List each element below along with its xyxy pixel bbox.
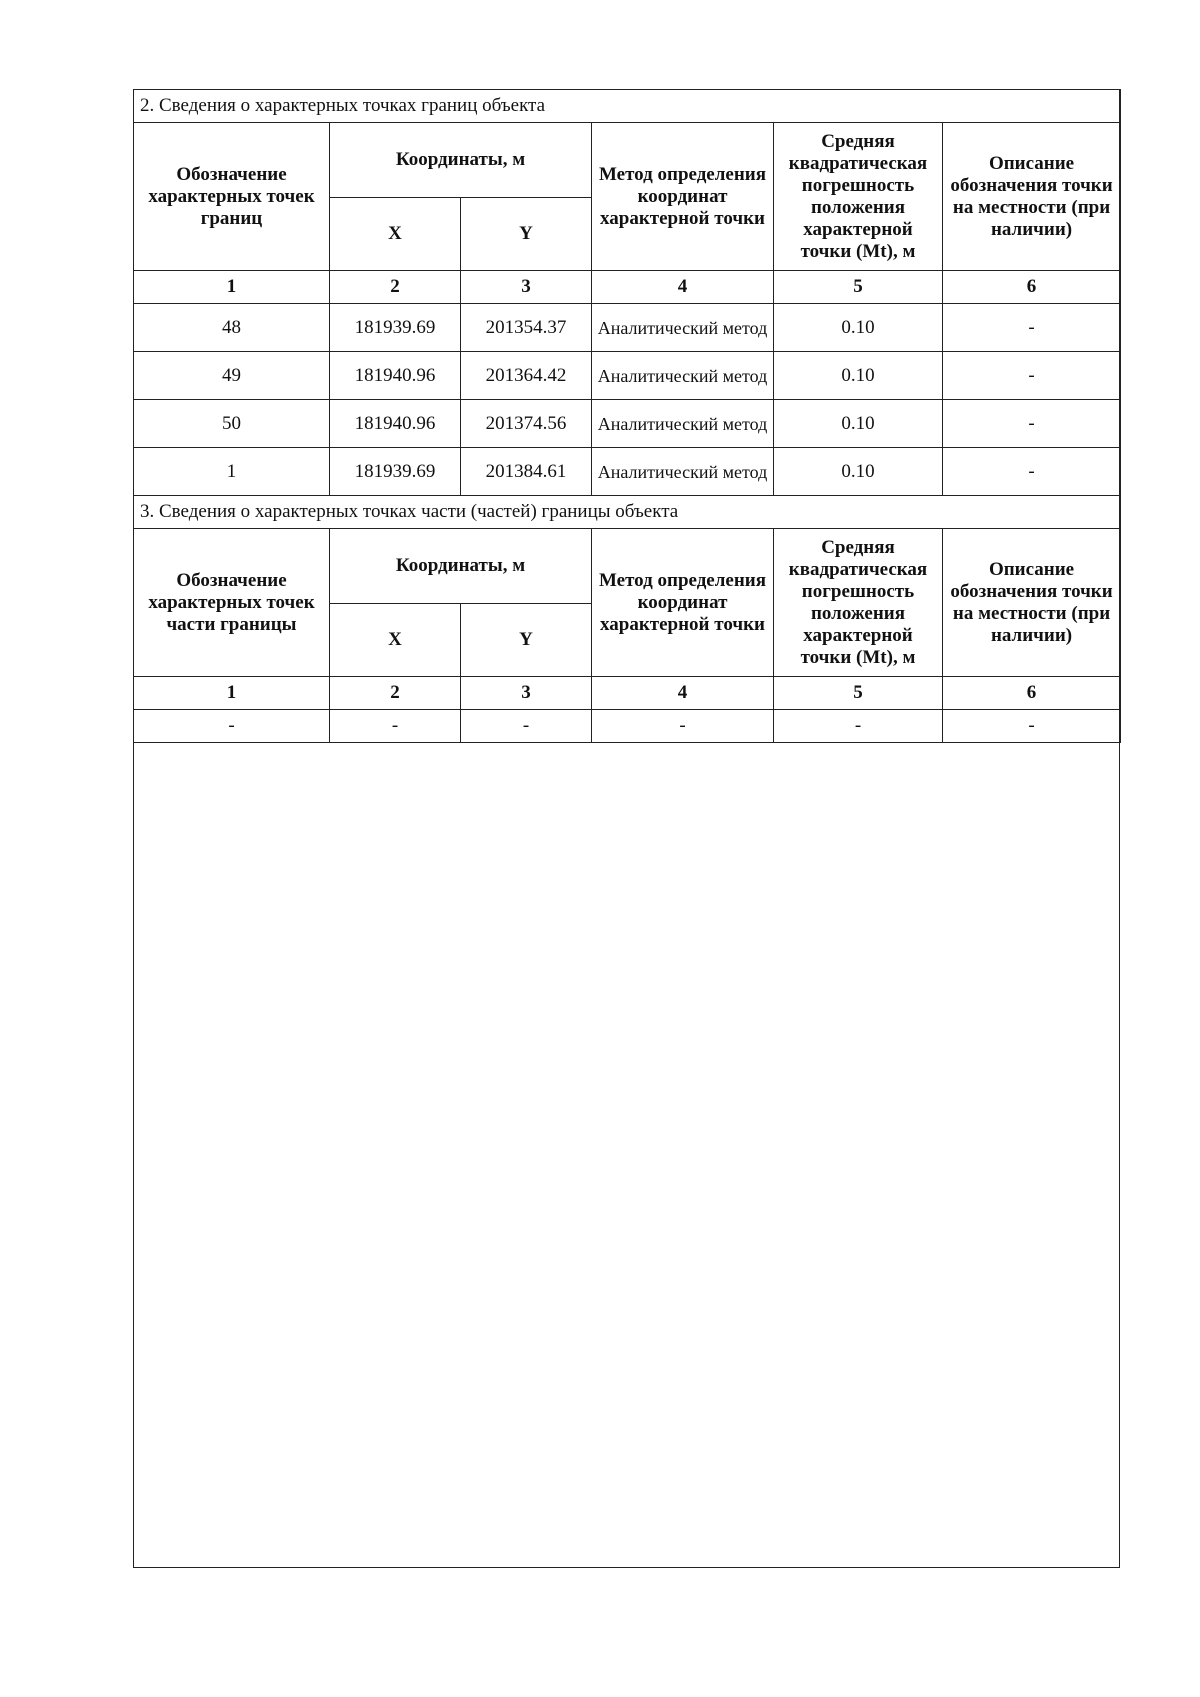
column-number: 2 xyxy=(330,677,461,710)
coord-y: 201364.42 xyxy=(461,352,592,400)
section2-coords-header: Координаты, м xyxy=(330,123,592,198)
point-id: 48 xyxy=(134,304,330,352)
error-mt: 0.10 xyxy=(774,352,943,400)
table-row xyxy=(134,352,1121,400)
column-number: 1 xyxy=(134,271,330,304)
point-id: 49 xyxy=(134,352,330,400)
table-row xyxy=(134,710,1121,743)
section3-x-header: X xyxy=(330,604,461,677)
section2-x-header: X xyxy=(330,198,461,271)
coord-x: 181939.69 xyxy=(330,448,461,496)
method: - xyxy=(592,710,774,743)
point-description: - xyxy=(943,352,1121,400)
method: Аналитический метод xyxy=(592,304,774,352)
section2-error-header: Средняя квадратическая погрешность положения характерной точки (Mt), м xyxy=(774,123,943,271)
column-number: 4 xyxy=(592,271,774,304)
coord-x: 181940.96 xyxy=(330,352,461,400)
column-number: 3 xyxy=(461,677,592,710)
section2-title: 2. Сведения о характерных точках границ объекта xyxy=(134,90,1121,123)
section3-method-header: Метод определения координат характерной точки xyxy=(592,529,774,677)
column-number: 6 xyxy=(943,677,1121,710)
column-number: 6 xyxy=(943,271,1121,304)
method: Аналитический метод xyxy=(592,448,774,496)
section3-description-header: Описание обозначения точки на местности (при наличии) xyxy=(943,529,1121,677)
coord-y: 201384.61 xyxy=(461,448,592,496)
column-number: 1 xyxy=(134,677,330,710)
section2-y-header: Y xyxy=(461,198,592,271)
section3-title: 3. Сведения о характерных точках части (частей) границы объекта xyxy=(134,496,1121,529)
error-mt: 0.10 xyxy=(774,400,943,448)
coord-y: 201374.56 xyxy=(461,400,592,448)
column-number: 5 xyxy=(774,271,943,304)
coord-y: - xyxy=(461,710,592,743)
section3-error-header: Средняя квадратическая погрешность положения характерной точки (Mt), м xyxy=(774,529,943,677)
document-frame xyxy=(133,89,1120,1568)
method: Аналитический метод xyxy=(592,352,774,400)
coord-x: 181939.69 xyxy=(330,304,461,352)
point-description: - xyxy=(943,400,1121,448)
column-number: 5 xyxy=(774,677,943,710)
table-row xyxy=(134,400,1121,448)
point-id: - xyxy=(134,710,330,743)
error-mt: 0.10 xyxy=(774,304,943,352)
boundary-points-table xyxy=(133,89,1121,743)
method: Аналитический метод xyxy=(592,400,774,448)
section2-description-header: Описание обозначения точки на местности (при наличии) xyxy=(943,123,1121,271)
point-description: - xyxy=(943,304,1121,352)
error-mt: 0.10 xyxy=(774,448,943,496)
table-row xyxy=(134,448,1121,496)
column-number: 3 xyxy=(461,271,592,304)
error-mt: - xyxy=(774,710,943,743)
coord-y: 201354.37 xyxy=(461,304,592,352)
section3-y-header: Y xyxy=(461,604,592,677)
section2-designation-header: Обозначение характерных точек границ xyxy=(134,123,330,271)
section3-coords-header: Координаты, м xyxy=(330,529,592,604)
section2-method-header: Метод определения координат характерной точки xyxy=(592,123,774,271)
point-description: - xyxy=(943,710,1121,743)
point-description: - xyxy=(943,448,1121,496)
point-id: 1 xyxy=(134,448,330,496)
section3-column-numbers xyxy=(134,677,1121,710)
column-number: 4 xyxy=(592,677,774,710)
section2-column-numbers xyxy=(134,271,1121,304)
section3-designation-header: Обозначение характерных точек части границы xyxy=(134,529,330,677)
coord-x: - xyxy=(330,710,461,743)
coord-x: 181940.96 xyxy=(330,400,461,448)
table-row xyxy=(134,304,1121,352)
column-number: 2 xyxy=(330,271,461,304)
point-id: 50 xyxy=(134,400,330,448)
